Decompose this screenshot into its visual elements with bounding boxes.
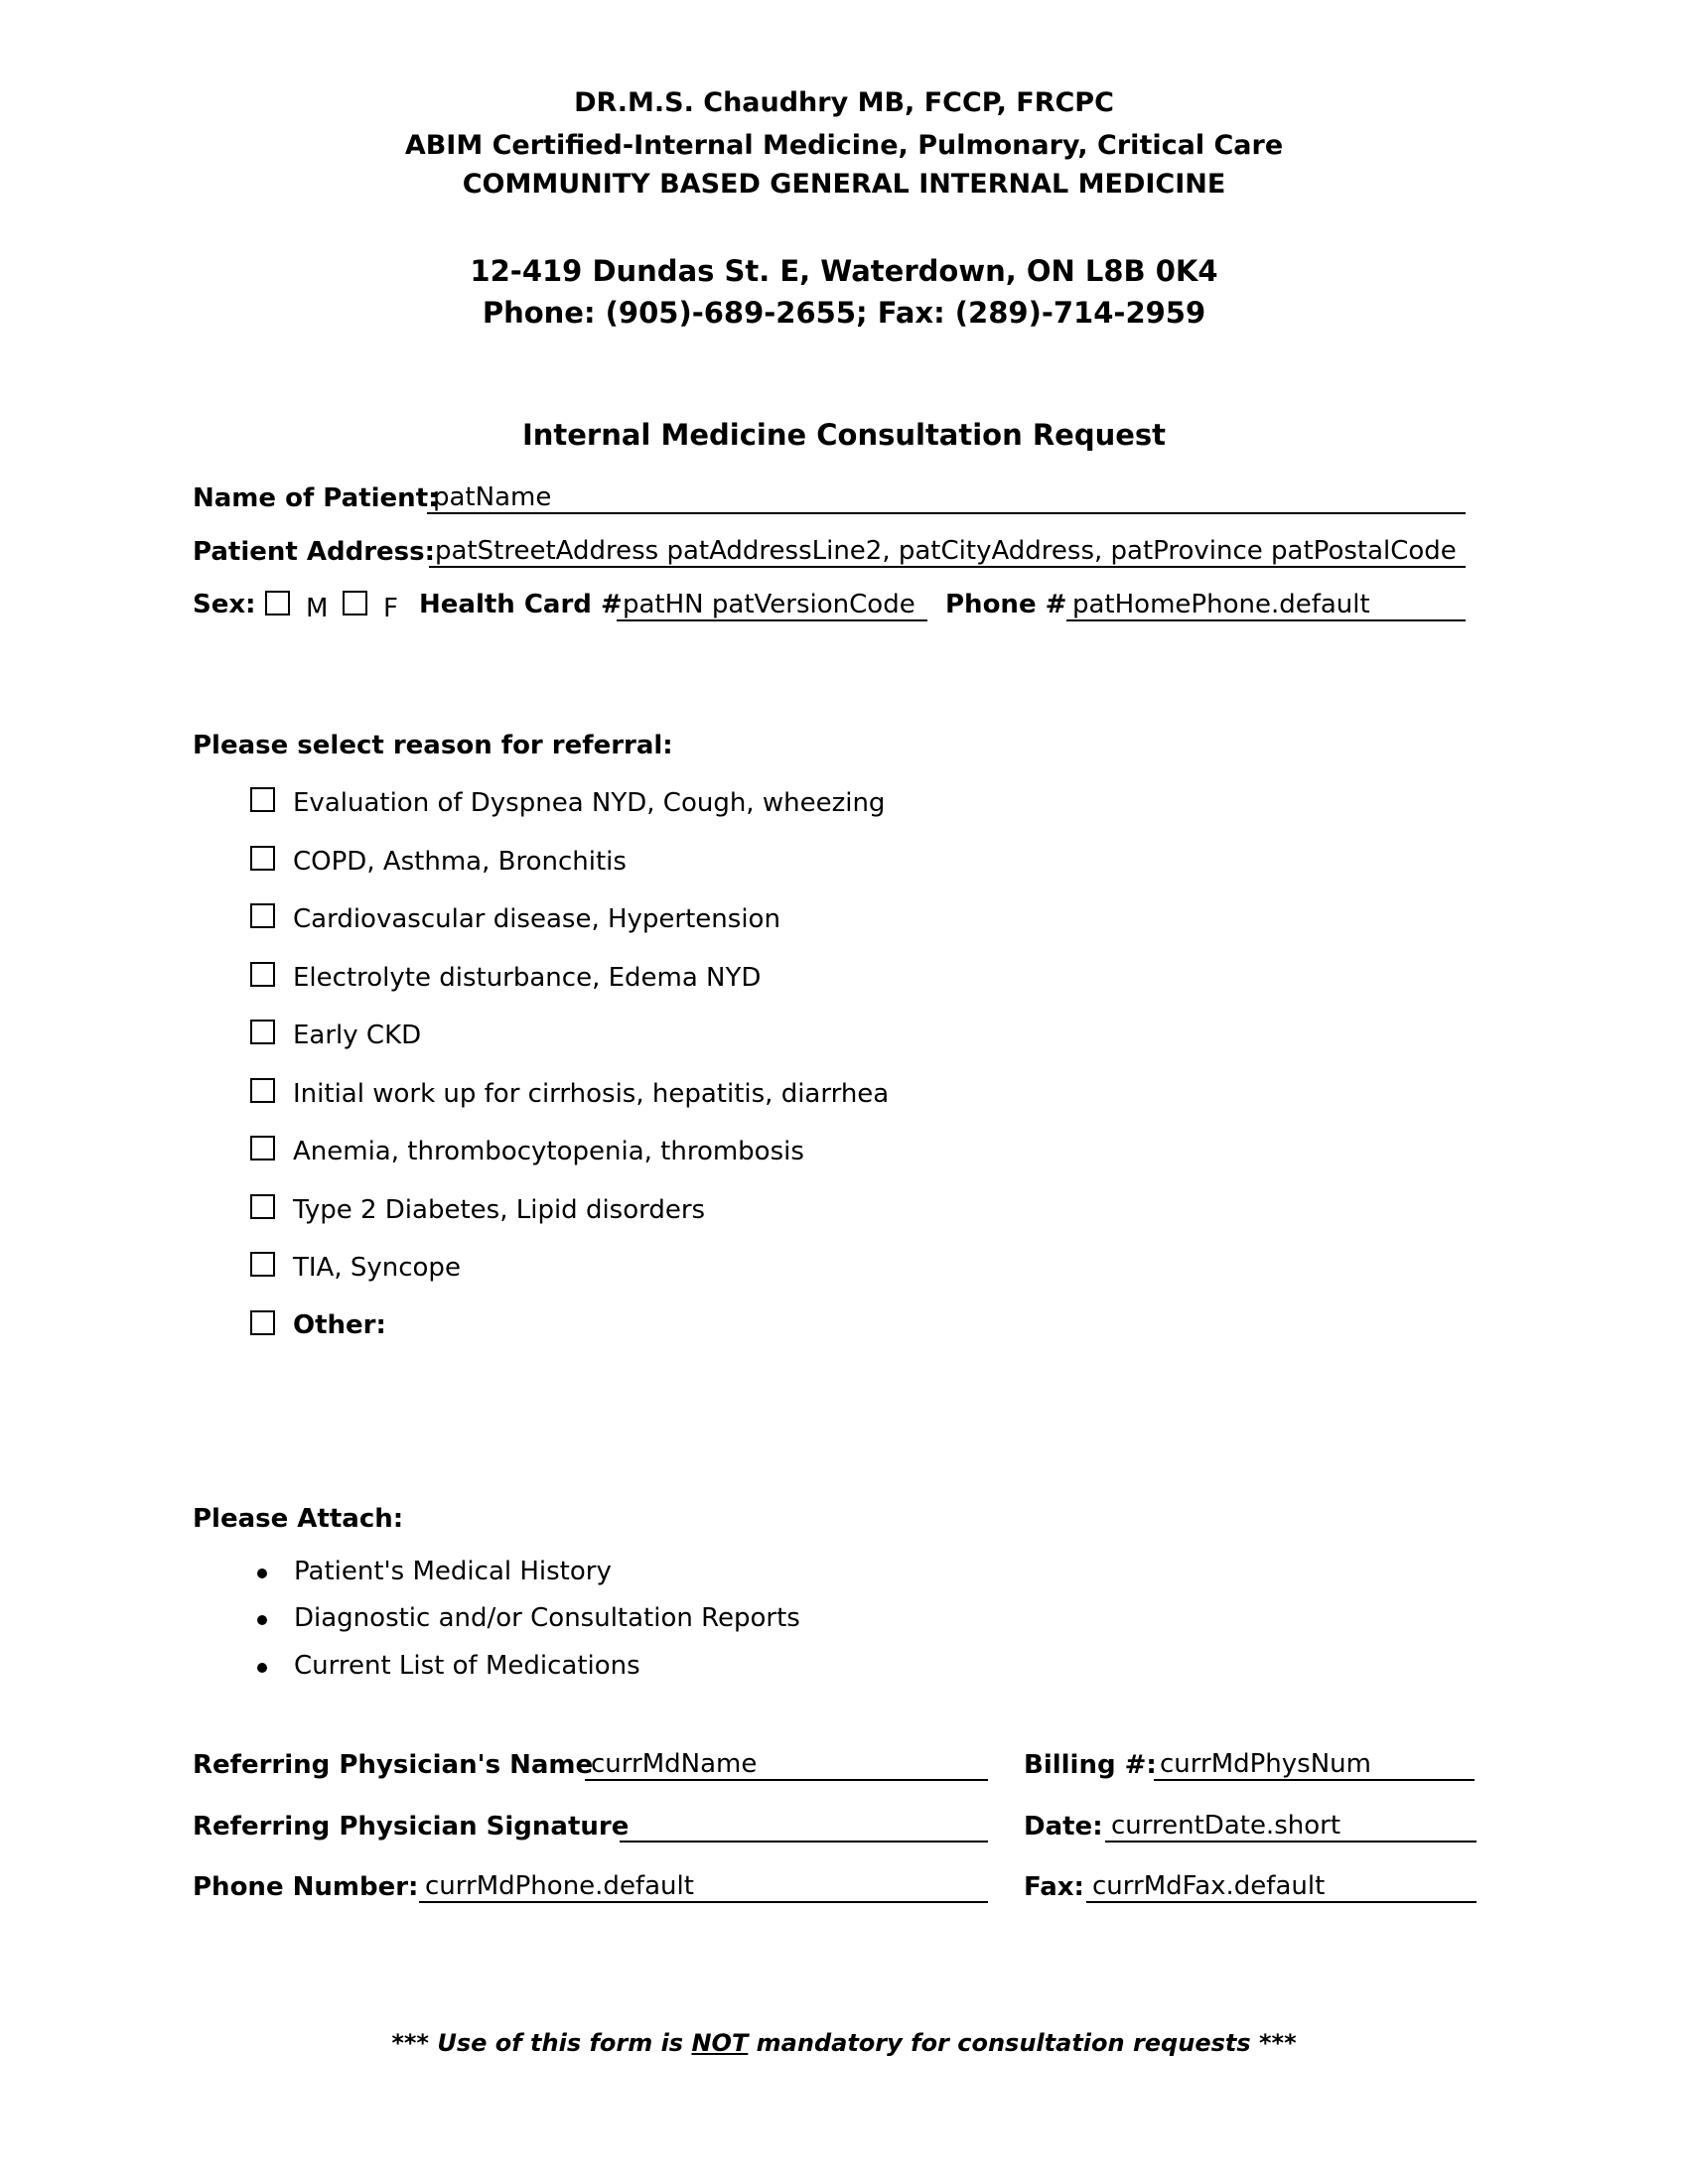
date-field[interactable]: currentDate.short <box>1105 1809 1477 1843</box>
sex-label: Sex: <box>193 590 256 619</box>
patient-phone-field[interactable]: patHomePhone.default <box>1066 588 1466 621</box>
sex-m-label: M <box>306 594 329 623</box>
physician-name-field[interactable]: currMdName <box>585 1747 988 1781</box>
footer-prefix: *** Use of this form is <box>391 2029 692 2057</box>
referral-option-checkbox[interactable] <box>250 903 275 928</box>
referral-option-checkbox[interactable] <box>250 846 275 871</box>
referral-option-label: Type 2 Diabetes, Lipid disorders <box>293 1195 706 1225</box>
health-card-label: Health Card # <box>419 590 623 619</box>
referral-option-checkbox[interactable] <box>250 1078 275 1103</box>
sex-f-checkbox[interactable] <box>343 591 367 615</box>
doctor-name: DR.M.S. Chaudhry MB, FCCP, FRCPC <box>574 87 1114 118</box>
referral-option-label: Early CKD <box>293 1021 422 1050</box>
patient-name-field[interactable]: patName <box>427 480 1466 514</box>
form-title: Internal Medicine Consultation Request <box>521 418 1167 452</box>
attach-item: Current List of Medications <box>294 1651 640 1681</box>
referral-option-checkbox[interactable] <box>250 787 275 812</box>
signature-field[interactable] <box>620 1809 988 1843</box>
physician-phone-label: Phone Number: <box>193 1872 419 1902</box>
footer-suffix: mandatory for consultation requests *** <box>748 2029 1297 2057</box>
patient-address-field[interactable]: patStreetAddress patAddressLine2, patCityAddress, patProvince patPostalCode <box>429 534 1466 568</box>
date-label: Date: <box>1024 1812 1103 1842</box>
physician-name-label: Referring Physician's Name <box>193 1750 594 1780</box>
clinic-phone-fax: Phone: (905)-689-2655; Fax: (289)-714-2959 <box>482 296 1206 330</box>
referral-option-label: Initial work up for cirrhosis, hepatitis, diarrhea <box>293 1079 890 1109</box>
referral-option-label: TIA, Syncope <box>293 1253 461 1283</box>
attach-item: Diagnostic and/or Consultation Reports <box>294 1603 800 1633</box>
fax-field[interactable]: currMdFax.default <box>1086 1869 1477 1903</box>
attach-item: Patient's Medical History <box>294 1557 612 1586</box>
referral-option-checkbox[interactable] <box>250 1194 275 1219</box>
attach-heading: Please Attach: <box>193 1504 404 1534</box>
referral-option-checkbox[interactable] <box>250 962 275 987</box>
clinic-address: 12-419 Dundas St. E, Waterdown, ON L8B 0K4 <box>470 254 1218 288</box>
health-card-field[interactable]: patHN patVersionCode <box>617 588 927 621</box>
patient-name-label: Name of Patient: <box>193 483 439 513</box>
referral-option-checkbox[interactable] <box>250 1136 275 1160</box>
footer-emphasis: NOT <box>691 2029 749 2057</box>
referral-option-label: Cardiovascular disease, Hypertension <box>293 904 780 934</box>
physician-phone-field[interactable]: currMdPhone.default <box>419 1869 988 1903</box>
practice-type: COMMUNITY BASED GENERAL INTERNAL MEDICINE <box>462 169 1226 200</box>
billing-field[interactable]: currMdPhysNum <box>1154 1747 1475 1781</box>
other-label: Other: <box>293 1310 386 1340</box>
sex-f-label: F <box>383 594 398 623</box>
referral-option-label: Evaluation of Dyspnea NYD, Cough, wheezing <box>293 788 886 818</box>
fax-label: Fax: <box>1024 1872 1084 1902</box>
sex-m-checkbox[interactable] <box>265 591 290 615</box>
referral-option-checkbox[interactable] <box>250 1252 275 1277</box>
referral-option-label: Anemia, thrombocytopenia, thrombosis <box>293 1137 804 1166</box>
bullet-icon <box>257 1615 267 1625</box>
other-checkbox[interactable] <box>250 1310 275 1335</box>
bullet-icon <box>257 1663 267 1673</box>
referral-option-label: COPD, Asthma, Bronchitis <box>293 847 627 877</box>
signature-label: Referring Physician Signature <box>193 1812 630 1842</box>
certification-line: ABIM Certified-Internal Medicine, Pulmonary, Critical Care <box>404 130 1284 161</box>
referral-option-checkbox[interactable] <box>250 1020 275 1044</box>
referral-heading: Please select reason for referral: <box>193 731 673 760</box>
bullet-icon <box>257 1569 267 1578</box>
referral-option-label: Electrolyte disturbance, Edema NYD <box>293 963 762 993</box>
billing-label: Billing #: <box>1024 1750 1157 1780</box>
patient-address-label: Patient Address: <box>193 537 436 567</box>
patient-phone-label: Phone # <box>945 590 1067 619</box>
footer-note <box>0 2029 1688 2057</box>
